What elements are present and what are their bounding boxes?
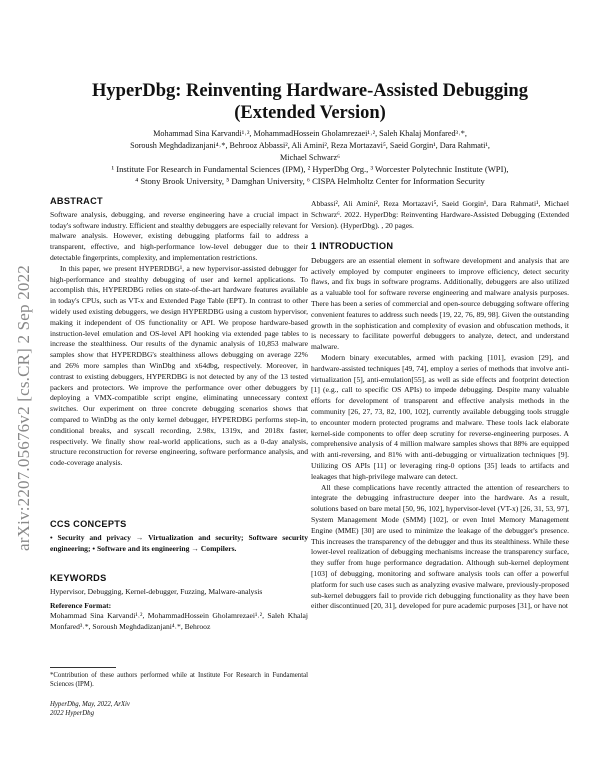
ccs-section (50, 519, 308, 554)
reference-format-continued (311, 199, 569, 231)
introduction-section (311, 241, 569, 612)
author-list (56, 128, 564, 164)
arxiv-identifier: arXiv:2207.05676v2 [cs.CR] 2 Sep 2022 (14, 265, 33, 551)
keywords-section (50, 573, 308, 633)
ccs-concepts-text: • Security and privacy → Virtualization and security; Software security engineering; • Software and its engineering → Compilers. (50, 532, 308, 553)
arxiv-sidebar (12, 238, 36, 578)
footnote-text: *Contribution of these authors performed while at Institute For Research in Fundamental Sciences (IPM). (50, 672, 308, 689)
abstract-paragraph-1: Software analysis, debugging, and reverse engineering have a crucial impact in today's software industry. Efficient and stealthy debuggers are especially relevant for malware analysis. However, existing debugging platforms fail to address a transparent, effective, and high-performance low-level debugger due to their detectable fingerprints, complexity, and implementation restrictions. (50, 209, 308, 262)
keywords-text: Hypervisor, Debugging, Kernel-debugger, Fuzzing, Malware-analysis (50, 586, 263, 596)
intro-paragraph-1: Debuggers are an essential element in software development and analysis that are actively employed by computer engineers to improve efficiency, detect security flaws, and fix bugs in software programs. Additionally, debuggers are also utilized as a valuable tool for software reverse engineering and malware analysis purposes. There has been a series of commercial and open-source debugging software offering convenient features to address such needs [19, 22, 76, 89, 98]. Given the outstanding growth in the sophistication and complexity of evasion and obfuscation methods, it is necessary to facilitate powerful debuggers to analyze, detect, and understand malware. (311, 255, 569, 352)
venue-line-1: HyperDbg, May, 2022, ArXiv (50, 701, 130, 708)
reference-format-continued-text: Abbassi², Ali Amini², Reza Mortazavi⁵, Saeid Gorgin¹, Dara Rahmati¹, Michael Schwarz⁶. 2022. HyperDbg: Reinventing Hardware-Assisted Debugging (Extended Version). (HyperDbg). , 20 pages. (311, 199, 569, 230)
ccs-heading: CCS CONCEPTS (50, 519, 127, 529)
introduction-heading: 1 INTRODUCTION (311, 241, 394, 251)
abstract-section (50, 196, 308, 469)
footnote (50, 671, 308, 690)
author-line: Mohammad Sina Karvandi¹˒², MohammadHossein Gholamrezaei¹˒², Saleh Khalaj Monfared³˒*, (153, 129, 467, 138)
author-line: Michael Schwarz⁶ (280, 153, 340, 162)
keywords-heading: KEYWORDS (50, 573, 107, 583)
title-line-1: HyperDbg: Reinventing Hardware-Assisted Debugging (92, 81, 528, 101)
venue-info (50, 700, 308, 719)
reference-format-text: Mohammad Sina Karvandi¹˒², MohammadHossein Gholamrezaei¹˒², Saleh Khalaj Monfared³˒*, Soroush Meghdadizanjani⁴˒*, Behrooz (50, 611, 308, 632)
abstract-heading: ABSTRACT (50, 196, 103, 206)
paper-title (48, 80, 572, 124)
abstract-paragraph-2: In this paper, we present HYPERDBG¹, a new hypervisor-assisted debugger for high-performance and stealthy debugging of user and kernel applications. To accomplish this, HYPERDBG relies on state-of-the-art hardware features available in today's CPUs, such as VT-x and Extended Page Table (EPT). In contrast to other widely used existing debuggers, we design HYPERDBG using a custom hypervisor, making it independent of OS functionality or API. We propose hardware-based instruction-level emulation and OS-level API hooking via extended page tables to increase the stealthiness. Our results of the dynamic analysis of 10,853 malware samples show that HYPERDBG's stealthiness allows debugging on average 22% and 26% more samples than WinDbg and x64dbg, respectively. Moreover, in contrast to existing debuggers, HYPERDBG is not detected by any of the 13 tested packers and protectors. We improve the performance over other debuggers by deploying a VMX-compatible script engine, eliminating unnecessary context switches. Our experiment on three concrete debugging scenarios shows that compared to WinDbg as the only kernel debugger, HYPERDBG performs step-in, conditional breaks, and syscall recording, 2.98x, 1319x, and 2018x faster, respectively. We finally show real-world applications, such as a 0-day analysis, structure reconstruction for reverse engineering, software performance analysis, and code-coverage analysis. (50, 263, 308, 468)
title-line-2: (Extended Version) (234, 103, 386, 123)
footnote-rule (50, 667, 116, 668)
author-line: Soroush Meghdadizanjani⁴˒*, Behrooz Abbassi², Ali Amini², Reza Mortazavi⁵, Saeid Gorgin¹, Dara Rahmati¹, (130, 141, 490, 150)
venue-line-2: 2022 HyperDbg (50, 710, 94, 718)
intro-paragraph-3: All these complications have recently attracted the attention of researchers to integrate the debugging infrastructure deeper into the hardware. As a result, solutions based on bare metal [50, 96, 102], hypervisor-level (VT-x) [26, 31, 53, 97], System Management Mode (SMM) [102], or even Intel Memory Management Engine (MME) [30] are used to minimize the leakage of the debugger's presence. This increases the transparency of the debugger and thus its stealthiness. While these lower-level realization of debugging mechanisms increase the transparency surface, they suffer from huge performance degradation. Although sub-kernel deployment [103] of debugging, monitoring and software analysis tools can offer a powerful platform for such use cases such as analyzing evasive malware, previously-proposed sub-kernel debuggers fail to provide rich debugging functionality as they have been either discontinued [20, 31], developed for pure academic purposes [31], or have not (311, 482, 569, 611)
intro-paragraph-2: Modern binary executables, armed with packing [101], evasion [29], and hardware-assisted techniques [49, 74], employ a series of methods that involve anti-virtualization [5], anti-emulation[55], as well as side effects and footprint detection [1] (e.g., call to specific OS APIs) to impede debugging. Despite many valuable efforts for development of transparent and effective analysis methods in the community [26, 27, 73, 82, 100, 102], currently available debugging tools struggle to encounter modern protected programs and malware. These tools lack elaborate kernel-side components to offer deep scrutiny for reverse-engineering purposes. A comprehensive analysis of 4 million malware samples shows that 88% are equipped with anti-reversing, and 81% with anti-debugging or virtualization techniques [9]. Utilizing OS APIs [11] or leveraging ring-0 options [35] leads to artifacts and leakages that high-privilege malware can detect. (311, 352, 569, 481)
reference-format-label: Reference Format: (50, 600, 112, 610)
affiliation-line: ⁴ Stony Brook University, ⁵ Damghan University, ⁶ CISPA Helmholtz Center for Information Security (135, 176, 485, 186)
affiliation-line: ¹ Institute For Research in Fundamental Sciences (IPM), ² HyperDbg Org., ³ Worcester Polytechnic Institute (WPI), (111, 164, 509, 174)
affiliation-list (56, 163, 564, 187)
